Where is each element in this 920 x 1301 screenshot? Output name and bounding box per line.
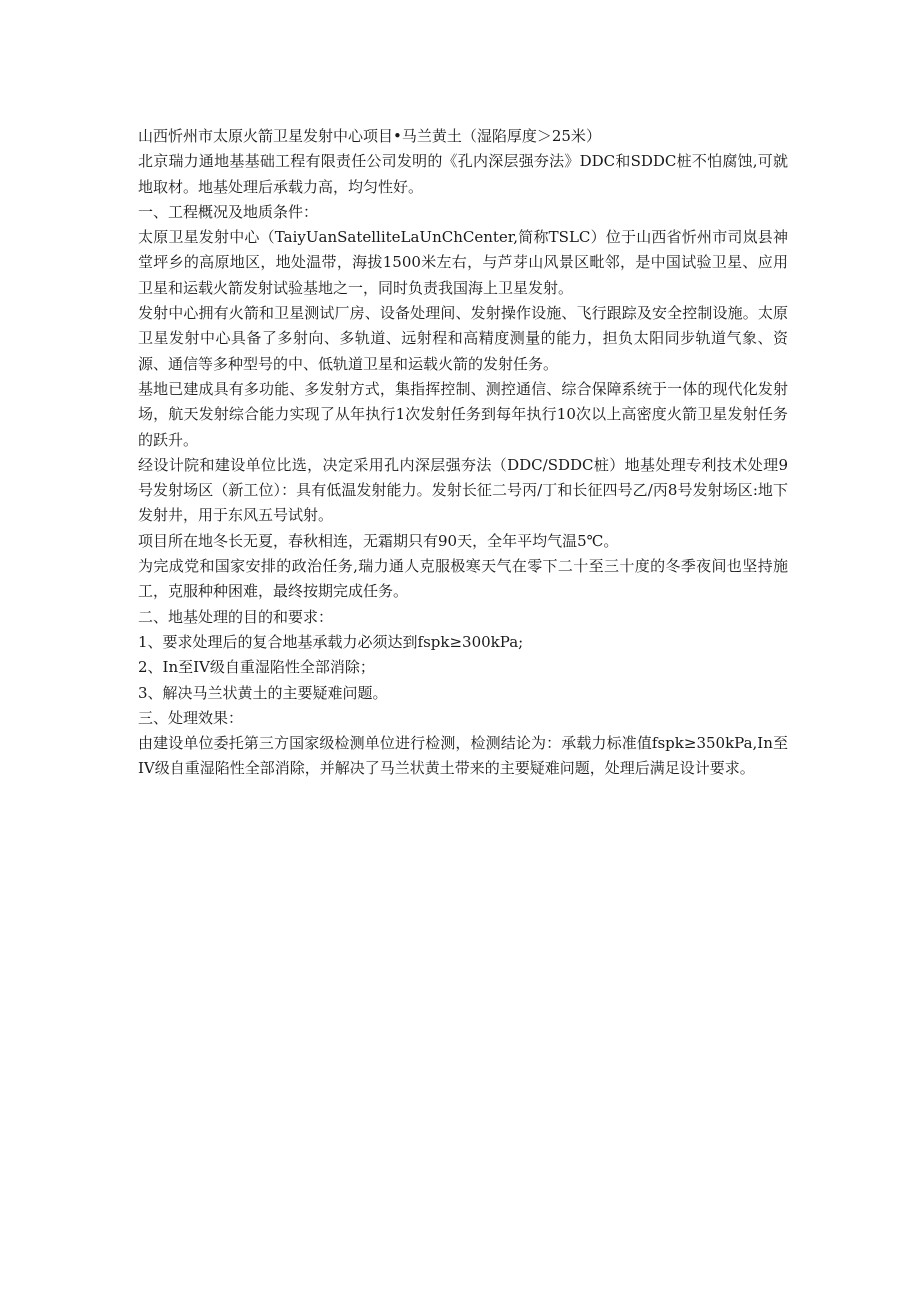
requirement-item-2: 2、In至IV级自重湿陷性全部消除；	[138, 658, 375, 677]
paragraph-construction: 为完成党和国家安排的政治任务,瑞力通人克服极寒天气在零下二十至三十度的冬季夜间也坚持施工，克服种种困难，最终按期完成任务。	[138, 557, 788, 601]
section-heading-requirements: 二、地基处理的目的和要求：	[138, 607, 334, 626]
section-heading-overview: 一、工程概况及地质条件：	[138, 202, 319, 221]
document-title: 山西忻州市太原火箭卫星发射中心项目•马兰黄土（湿陷厚度＞25米）	[138, 127, 601, 145]
requirement-item-3: 3、解决马兰状黄土的主要疑难问题。	[138, 683, 388, 702]
document-body	[138, 124, 788, 782]
paragraph-results: 由建设单位委托第三方国家级检测单位进行检测，检测结论为：承载力标准值fspk≥350kPa,In至IV级自重湿陷性全部消除，并解决了马兰状黄土带来的主要疑难问题，处理后满足设计要求。	[138, 734, 788, 778]
intro-paragraph: 北京瑞力通地基基础工程有限责任公司发明的《孔内深层强夯法》DDC和SDDC桩不怕腐蚀,可就地取材。地基处理后承载力高，均匀性好。	[138, 152, 788, 196]
paragraph-facilities: 发射中心拥有火箭和卫星测试厂房、设备处理间、发射操作设施、飞行跟踪及安全控制设施。太原卫星发射中心具备了多射向、多轨道、远射程和高精度测量的能力，担负太阳同步轨道气象、资源、通信等多种型号的中、低轨道卫星和运载火箭的发射任务。	[138, 304, 788, 373]
requirement-item-1: 1、要求处理后的复合地基承载力必须达到fspk≥300kPa;	[138, 632, 524, 651]
section-heading-results: 三、处理效果：	[138, 708, 244, 727]
paragraph-location: 太原卫星发射中心（TaiyUanSatelliteLaUnChCenter,简称TSLC）位于山西省忻州市司岚县神堂坪乡的高原地区，地处温带，海拔1500米左右，与芦芽山风景区毗邻，是中国试验卫星、应用卫星和运载火箭发射试验基地之一，同时负责我国海上卫星发射。	[138, 228, 788, 297]
paragraph-capability: 基地已建成具有多功能、多发射方式，集指挥控制、测控通信、综合保障系统于一体的现代化发射场，航天发射综合能力实现了从年执行1次发射任务到每年执行10次以上高密度火箭卫星发射任务的跃升。	[138, 379, 788, 449]
paragraph-climate: 项目所在地冬长无夏，春秋相连，无霜期只有90天，全年平均气温5℃。	[138, 531, 619, 550]
paragraph-method: 经设计院和建设单位比选，决定采用孔内深层强夯法（DDC∕SDDC桩）地基处理专利技术处理9号发射场区（新工位）：具有低温发射能力。发射长征二号丙/丁和长征四号乙/丙8号发射场区:地下发射井，用于东风五号试射。	[138, 455, 788, 525]
